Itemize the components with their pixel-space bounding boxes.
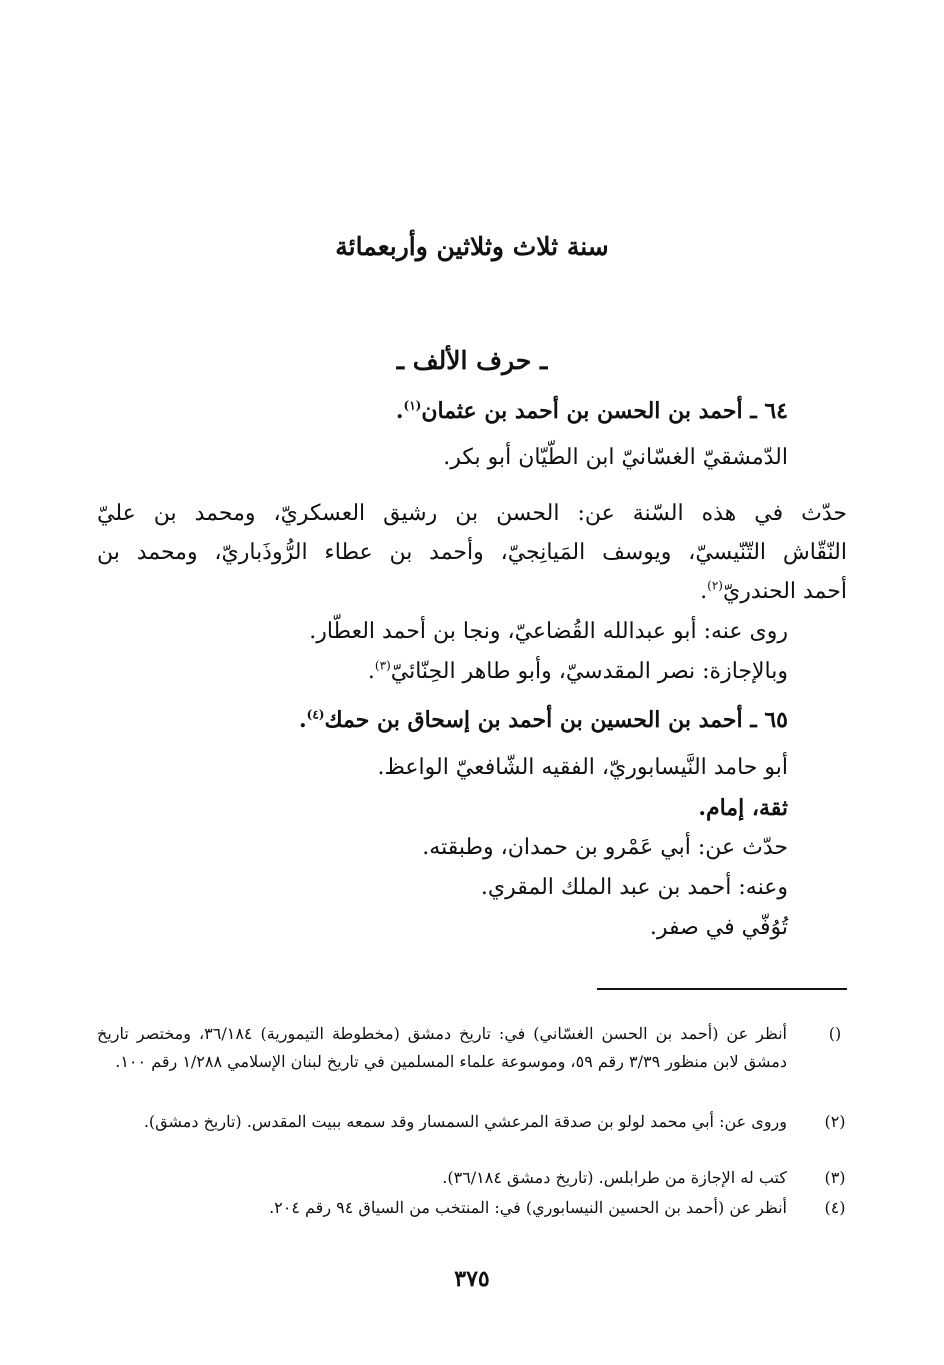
footnote-3-text: كتب له الإجازة من طرابلس. (تاريخ دمشق ٣٦/١٨٤). [442,1168,787,1187]
entry-65-anhu: وعنه: أحمد بن عبد الملك المقري. [480,875,788,900]
footnote-ref-2[interactable]: (٢) [707,578,723,593]
footnote-1 [97,1020,847,1076]
page-number: ٣٧٥ [454,1266,490,1292]
footnote-1-text: أنظر عن (أحمد بن الحسن الغسّاني) في: تاريخ دمشق (مخطوطة التيمورية) ٣٦/١٨٤، ومختصر تاريخ دمشق لابن منظور ٣/٣٩ رقم ٥٩، وموسوعة علماء المسلمين في تاريخ لبنان الإسلامي ١/٢٨٨ رقم ١٠٠. [97,1024,788,1071]
entry-64-hadath-line-3-text: أحمد الحندريّ [722,579,847,604]
entry-65-thiqa: ثقة، إمام. [698,795,788,821]
entry-64-title-end: . [395,398,404,424]
entry-64-hadath-line-1: حدّث في هذه السّنة عن: الحسن بن رشيق العسكريّ، ومحمد بن عليّ [97,501,847,526]
entry-64-ijaza-text: وبالإجازة: نصر المقدسيّ، وأبو طاهر الحِنّائيّ [390,659,788,684]
entry-65-title-end: . [298,707,307,733]
entry-64-title-text: ٦٤ ـ أحمد بن الحسن بن أحمد بن عثمان [421,398,788,424]
footnote-2-number: (٢) [824,1112,846,1131]
entry-65-nisba: أبو حامد النَّيسابوريّ، الفقيه الشّافعيّ الواعظ. [377,755,788,780]
footnote-1-number: () [828,1024,842,1043]
footnote-separator [597,988,847,990]
entry-64-hadath-line-2: النّقّاش التّنّيسيّ، ويوسف المَيانِجيّ، وأحمد بن عطاء الرُّوذَباريّ، ومحمد بن [97,540,847,565]
entry-64-hadath-line-3-end: . [700,579,708,604]
entry-64-title [396,393,788,429]
footnote-ref-3[interactable]: (٣) [374,658,391,673]
entry-65-title [299,702,788,738]
entry-65-hadath: حدّث عن: أبي عَمْرو بن حمدان، وطبقته. [422,835,788,860]
footnote-3-number: (٣) [824,1168,846,1187]
entry-64-nisba: الدّمشقيّ الغسّانيّ ابن الطّيّان أبو بكر. [443,445,788,470]
entry-65-title-text: ٦٥ ـ أحمد بن الحسين بن أحمد بن إسحاق بن حمك [324,707,788,733]
year-heading: سنة ثلاث وثلاثين وأربعمائة [335,232,609,261]
entry-65-death: تُوُفّي في صفر. [649,915,788,940]
footnote-2-text: وروى عن: أبي محمد لولو بن صدقة المرعشي السمسار وقد سمعه ببيت المقدس. (تاريخ دمشق). [143,1112,787,1131]
entry-64-ijaza [368,654,788,690]
footnote-3 [97,1164,847,1192]
entry-64-ijaza-end: . [367,659,375,684]
footnote-4-number: (٤) [824,1198,846,1217]
footnote-2 [97,1108,847,1136]
footnote-4 [97,1194,847,1222]
footnote-4-text: أنظر عن (أحمد بن الحسين النيسابوري) في: المنتخب من السياق ٩٤ رقم ٢٠٤. [269,1198,787,1217]
entry-64-hadath-line-3 [700,574,847,610]
entry-64-rawa: روى عنه: أبو عبدالله القُضاعيّ، ونجا بن أحمد العطّار. [309,619,788,644]
footnote-ref-4[interactable]: (٤) [306,707,325,722]
footnote-ref-1[interactable]: (١) [403,398,422,413]
section-heading: ـ حرف الألف ـ [396,346,548,375]
